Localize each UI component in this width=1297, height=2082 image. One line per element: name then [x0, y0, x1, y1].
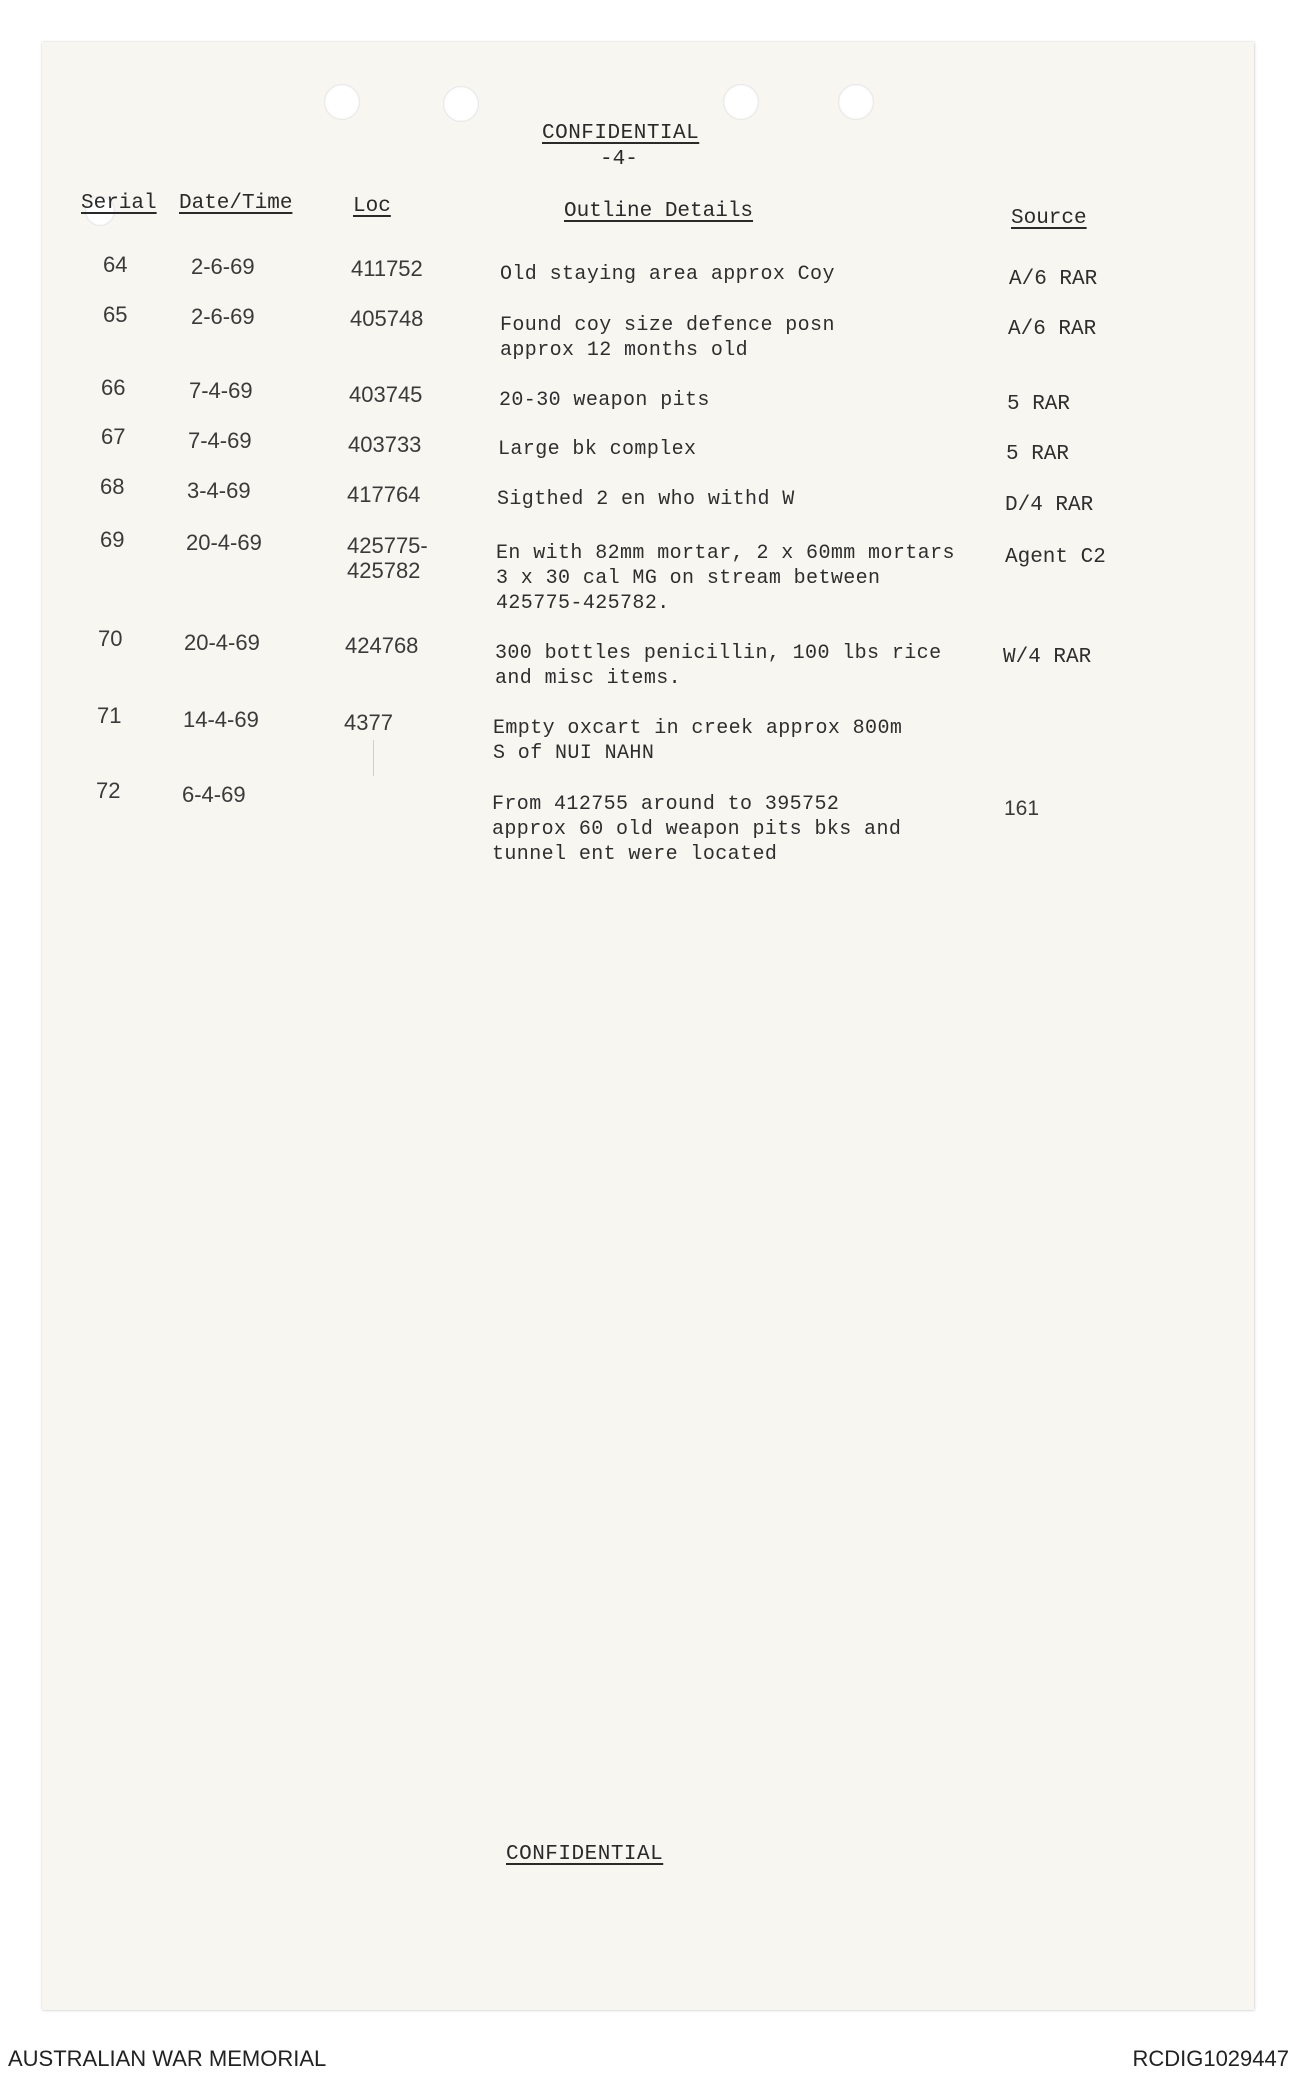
row-loc: 405748	[350, 306, 424, 331]
row-source: 5 RAR	[1007, 393, 1071, 416]
column-header-source: Source	[1011, 207, 1087, 230]
row-serial: 66	[101, 375, 126, 400]
column-header-serial: Serial	[81, 192, 157, 215]
row-serial: 64	[103, 252, 128, 277]
row-source: A/6 RAR	[1008, 318, 1097, 341]
row-date: 20-4-69	[186, 530, 262, 555]
classification-footer: CONFIDENTIAL	[506, 1843, 664, 1866]
punch-hole-3	[723, 84, 759, 120]
punch-hole-1	[324, 84, 360, 120]
archive-credit: AUSTRALIAN WAR MEMORIAL	[8, 2046, 327, 2071]
row-details: Empty oxcart in creek approx 800m S of NUI NAHN	[493, 717, 903, 765]
row-serial: 72	[96, 778, 121, 803]
punch-hole-2	[443, 86, 479, 122]
classification-header: CONFIDENTIAL	[542, 122, 700, 145]
row-loc: 417764	[347, 482, 421, 507]
column-header-loc: Loc	[353, 195, 391, 218]
row-details: Sigthed 2 en who withd W	[497, 488, 795, 511]
row-details: Large bk complex	[498, 438, 697, 461]
row-serial: 69	[100, 527, 125, 552]
margin-mark	[373, 740, 374, 776]
archive-reference: RCDIG1029447	[1132, 2046, 1289, 2071]
row-source: 5 RAR	[1006, 443, 1070, 466]
row-details: 300 bottles penicillin, 100 lbs rice and misc items.	[495, 642, 942, 690]
column-header-date-time: Date/Time	[179, 192, 293, 215]
row-details: From 412755 around to 395752 approx 60 old weapon pits bks and tunnel ent were located	[492, 793, 902, 866]
row-date: 7-4-69	[188, 428, 252, 453]
row-date: 7-4-69	[189, 378, 253, 403]
row-date: 3-4-69	[187, 478, 251, 503]
row-loc: 403733	[348, 432, 422, 457]
row-details: Found coy size defence posn approx 12 months old	[500, 314, 835, 362]
page-number: -4-	[600, 148, 638, 171]
row-details: 20-30 weapon pits	[499, 389, 710, 412]
row-date: 2-6-69	[191, 304, 255, 329]
row-details: En with 82mm mortar, 2 x 60mm mortars 3 x 30 cal MG on stream between 425775-425782.	[496, 542, 955, 615]
row-serial: 67	[101, 424, 126, 449]
row-source: D/4 RAR	[1005, 494, 1094, 517]
row-loc: 411752	[351, 256, 423, 281]
row-date: 2-6-69	[191, 254, 255, 279]
row-details: Old staying area approx Coy	[500, 263, 835, 286]
row-loc: 424768	[345, 633, 419, 658]
row-date: 14-4-69	[183, 707, 259, 732]
column-header-details: Outline Details	[564, 200, 754, 223]
row-date: 20-4-69	[184, 630, 260, 655]
row-loc: 4377	[344, 710, 393, 735]
row-serial: 68	[100, 474, 125, 499]
row-source: 161	[1004, 797, 1040, 820]
row-serial: 65	[103, 302, 128, 327]
row-source: Agent C2	[1005, 546, 1106, 569]
punch-hole-4	[838, 84, 874, 120]
row-serial: 71	[97, 703, 122, 728]
row-loc: 403745	[349, 382, 423, 407]
row-date: 6-4-69	[182, 782, 246, 807]
row-source: A/6 RAR	[1009, 268, 1098, 291]
row-loc: 425775- 425782	[347, 533, 428, 583]
row-source: W/4 RAR	[1003, 646, 1092, 669]
row-serial: 70	[98, 626, 123, 651]
